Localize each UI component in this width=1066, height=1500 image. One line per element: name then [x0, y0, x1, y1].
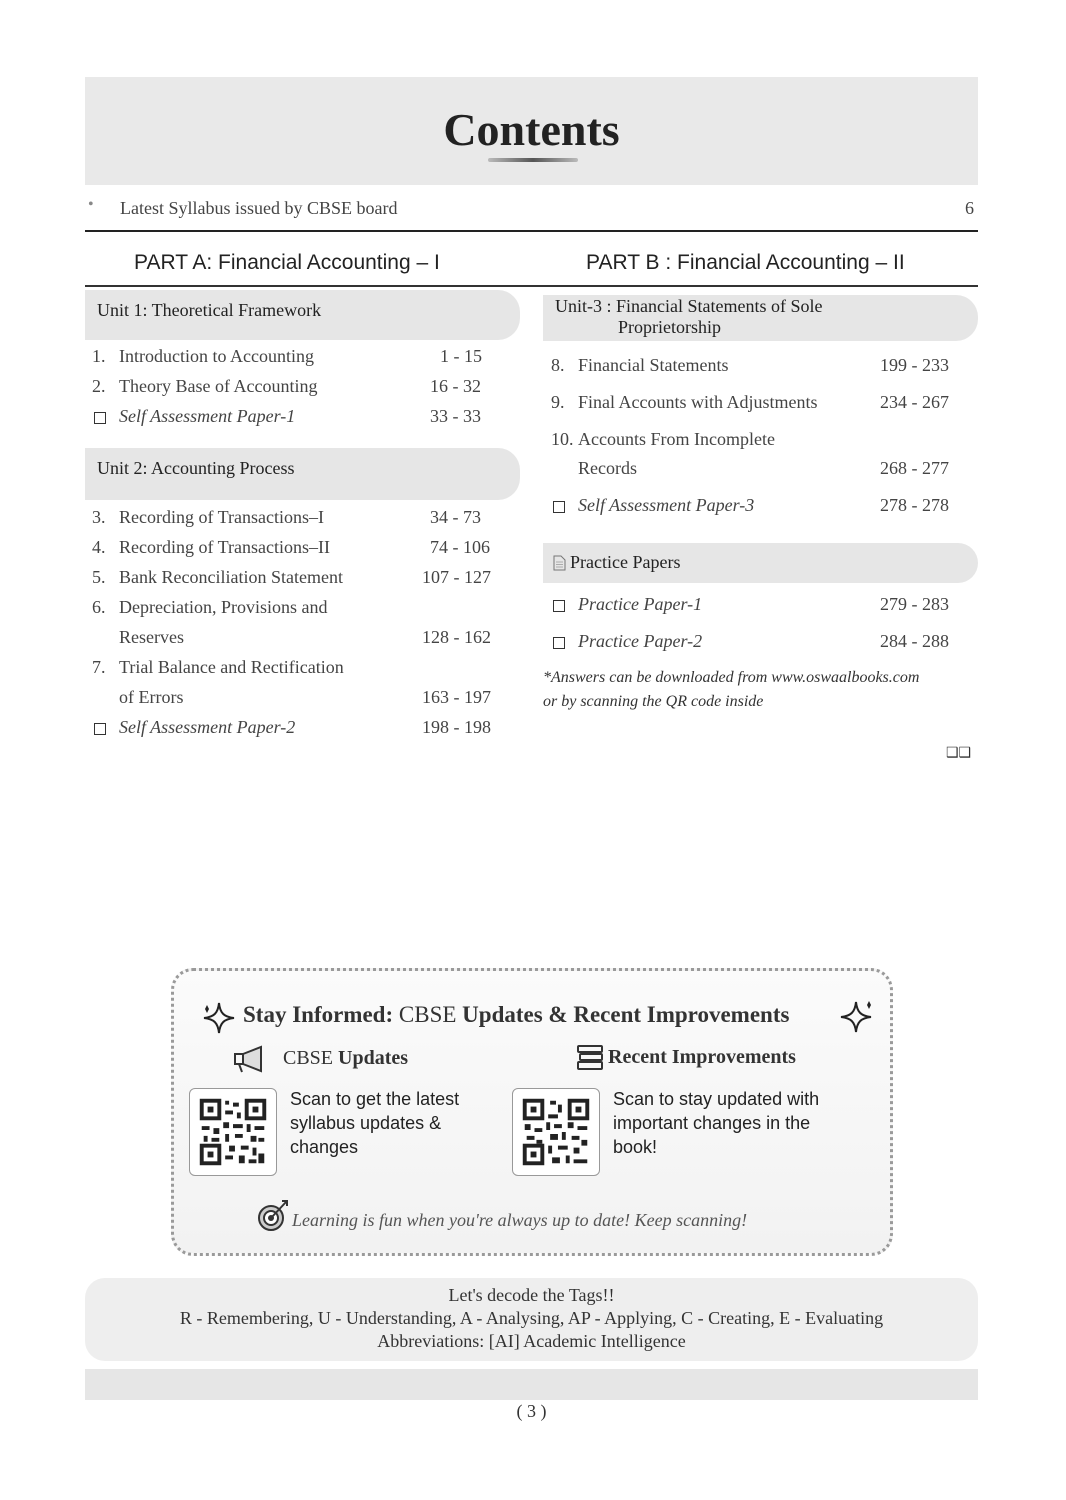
toc-row[interactable] [551, 631, 971, 657]
toc-title: Practice Paper-2 [578, 631, 703, 651]
tagline: Learning is fun when you're always up to date! Keep scanning! [292, 1210, 748, 1230]
toc-row[interactable] [92, 717, 512, 743]
toc-row[interactable] [551, 495, 971, 521]
toc-pages: 33 - 33 [430, 406, 481, 426]
toc-title: Self Assessment Paper-2 [119, 717, 296, 737]
toc-pages: 279 - 283 [880, 594, 949, 614]
toc-title: of Errors [119, 687, 184, 707]
toc-number: 2. [92, 376, 106, 396]
toc-title: Practice Paper-1 [578, 594, 703, 614]
part-b-title: PART B : Financial Accounting – II [586, 251, 905, 274]
toc-title: Financial Statements [578, 355, 729, 375]
divider [85, 285, 978, 287]
practice-papers-label: Practice Papers [570, 552, 681, 572]
toc-title: Introduction to Accounting [119, 346, 314, 366]
toc-row[interactable] [92, 346, 512, 372]
toc-row[interactable] [92, 406, 512, 432]
megaphone-icon [233, 1044, 269, 1074]
toc-title: Recording of Transactions–II [119, 537, 330, 557]
toc-title: Self Assessment Paper-1 [119, 406, 296, 426]
toc-number: 3. [92, 507, 106, 527]
checkbox-square-icon [553, 637, 565, 649]
toc-row[interactable] [92, 627, 512, 653]
unit-3-header [543, 295, 978, 341]
improvements-description: Scan to stay updated with important changes in the book! [613, 1089, 820, 1157]
stay-informed-heading [243, 1002, 789, 1028]
toc-number: 6. [92, 597, 106, 617]
syllabus-row[interactable] [85, 198, 978, 224]
syllabus-label: Latest Syllabus issued by CBSE board [120, 198, 398, 218]
books-icon [576, 1043, 604, 1073]
toc-title: Trial Balance and Rectification [119, 657, 344, 677]
checkbox-square-icon [553, 501, 565, 513]
answers-note-line: *Answers can be downloaded from www.oswaalbooks.com [543, 669, 920, 686]
toc-number: 8. [551, 355, 565, 375]
practice-papers-header [543, 543, 978, 583]
toc-row[interactable] [92, 657, 512, 683]
unit-1-label: Unit 1: Theoretical Framework [97, 300, 322, 320]
toc-title: Depreciation, Provisions and [119, 597, 328, 617]
page-title: Contents [443, 104, 620, 155]
toc-number: 1. [92, 346, 106, 366]
part-a-title: PART A: Financial Accounting – I [134, 251, 440, 274]
toc-number: 10. [551, 429, 574, 449]
syllabus-page: 6 [965, 198, 974, 218]
toc-row[interactable] [92, 376, 512, 402]
toc-row[interactable] [551, 429, 971, 455]
unit-2-header [85, 448, 520, 500]
qr-code[interactable] [512, 1088, 600, 1176]
toc-pages: 268 - 277 [880, 458, 949, 478]
toc-pages: 234 - 267 [880, 392, 949, 412]
toc-pages: 16 - 32 [430, 376, 481, 396]
end-marks: ❑❑ [946, 745, 972, 761]
answers-note-line: or by scanning the QR code inside [543, 693, 764, 710]
tags-legend [85, 1278, 978, 1361]
unit-2-label: Unit 2: Accounting Process [97, 458, 295, 478]
toc-row[interactable] [92, 537, 512, 563]
document-icon [553, 555, 566, 571]
toc-title: Records [578, 458, 637, 478]
toc-title: Accounts From Incomplete [578, 429, 775, 449]
updates-word: Updates [338, 1047, 409, 1069]
unit-3-label-cont: Proprietorship [618, 317, 721, 337]
toc-number: 5. [92, 567, 106, 587]
updates-cbse: CBSE [283, 1047, 334, 1069]
bullet-icon: • [88, 196, 94, 213]
heading-cbse: CBSE [398, 1002, 457, 1027]
tags-line: R - Remembering, U - Understanding, A - Analysing, AP - Applying, C - Creating, E - Evaluating [179, 1308, 884, 1328]
heading-rest: Updates & Recent Improvements [462, 1002, 790, 1027]
toc-number: 4. [92, 537, 106, 557]
toc-title: Bank Reconciliation Statement [119, 567, 343, 587]
heading-bold: Stay Informed: [243, 1002, 394, 1027]
toc-row[interactable] [92, 507, 512, 533]
toc-number: 9. [551, 392, 565, 412]
toc-pages: 278 - 278 [880, 495, 949, 515]
toc-pages: 128 - 162 [422, 627, 491, 647]
updates-description: Scan to get the latest syllabus updates & changes [290, 1089, 460, 1157]
toc-row[interactable] [551, 392, 971, 418]
recent-improvements-title: Recent Improvements [608, 1046, 796, 1068]
toc-pages: 34 - 73 [430, 507, 481, 527]
toc-row[interactable] [551, 355, 971, 381]
tags-line: Abbreviations: [AI] Academic Intelligence [377, 1331, 686, 1351]
toc-title: Self Assessment Paper-3 [578, 495, 755, 515]
toc-row[interactable] [92, 687, 512, 713]
toc-title: Reserves [119, 627, 184, 647]
cbse-updates-title [283, 1047, 408, 1070]
toc-title: Theory Base of Accounting [119, 376, 318, 396]
qr-code[interactable] [189, 1088, 277, 1176]
toc-row[interactable] [551, 458, 971, 484]
toc-row[interactable] [551, 594, 971, 620]
toc-pages: 1 - 15 [440, 346, 482, 366]
divider [85, 230, 978, 232]
toc-title: Final Accounts with Adjustments [578, 392, 818, 412]
checkbox-square-icon [553, 600, 565, 612]
toc-number: 7. [92, 657, 106, 677]
sparkle-icon [202, 1001, 236, 1035]
title-underline [488, 158, 578, 162]
unit-1-header [85, 290, 520, 340]
target-icon [256, 1198, 290, 1232]
page-number: ( 3 ) [516, 1401, 547, 1421]
toc-pages: 199 - 233 [880, 355, 949, 375]
answers-note [543, 666, 919, 714]
toc-row[interactable] [92, 597, 512, 623]
footer-band [85, 1369, 978, 1400]
checkbox-square-icon [94, 723, 106, 735]
checkbox-square-icon [94, 412, 106, 424]
toc-pages: 163 - 197 [422, 687, 491, 707]
unit-3-label: Unit-3 : Financial Statements of Sole [555, 296, 823, 316]
toc-pages: 74 - 106 [430, 537, 490, 557]
toc-pages: 198 - 198 [422, 717, 491, 737]
toc-row[interactable] [92, 567, 512, 593]
toc-title: Recording of Transactions–I [119, 507, 324, 527]
toc-pages: 284 - 288 [880, 631, 949, 651]
tags-line: Let's decode the Tags!! [448, 1285, 615, 1305]
toc-pages: 107 - 127 [422, 567, 491, 587]
sparkle-icon [838, 999, 874, 1035]
